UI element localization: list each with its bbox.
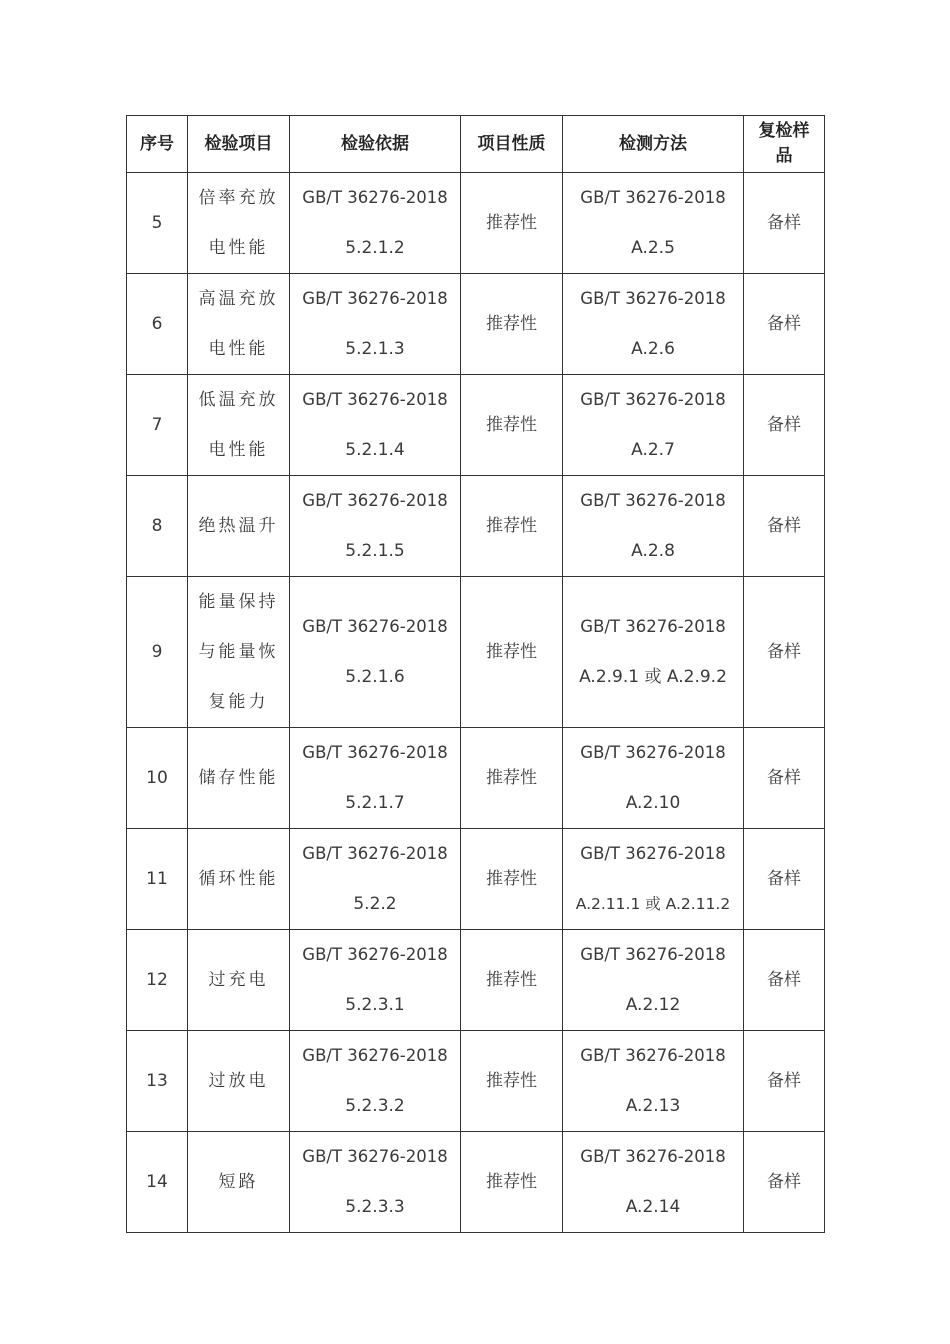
cell-serial: 9 <box>127 577 188 728</box>
cell-item <box>188 728 290 829</box>
basis-clause: 5.2.1.7 <box>345 793 405 813</box>
item-text: 低温充放电性能 <box>198 390 279 460</box>
basis-std: GB/T 36276-2018 <box>302 289 448 308</box>
cell-basis <box>290 375 461 476</box>
inspection-table <box>126 115 825 1233</box>
cell-sample: 备样 <box>744 930 825 1031</box>
cell-nature: 推荐性 <box>461 930 563 1031</box>
cell-basis <box>290 930 461 1031</box>
item-text: 过放电 <box>208 1071 269 1091</box>
basis-std: GB/T 36276-2018 <box>302 617 448 636</box>
cell-item <box>188 829 290 930</box>
basis-clause: 5.2.1.4 <box>345 440 405 460</box>
table-row <box>127 577 825 728</box>
method-std: GB/T 36276-2018 <box>580 844 726 863</box>
cell-item <box>188 930 290 1031</box>
cell-basis <box>290 577 461 728</box>
method-clause: A.2.9.1 或 A.2.9.2 <box>579 667 727 687</box>
cell-method <box>563 476 744 577</box>
cell-sample: 备样 <box>744 1132 825 1233</box>
cell-sample: 备样 <box>744 728 825 829</box>
table-row <box>127 476 825 577</box>
method-clause: A.2.11.1 或 A.2.11.2 <box>575 895 731 913</box>
cell-serial: 8 <box>127 476 188 577</box>
basis-std: GB/T 36276-2018 <box>302 844 448 863</box>
method-clause: A.2.6 <box>631 339 675 359</box>
cell-nature: 推荐性 <box>461 476 563 577</box>
cell-serial: 12 <box>127 930 188 1031</box>
basis-std: GB/T 36276-2018 <box>302 390 448 409</box>
cell-nature: 推荐性 <box>461 1132 563 1233</box>
basis-std: GB/T 36276-2018 <box>302 743 448 762</box>
cell-basis <box>290 1132 461 1233</box>
method-std: GB/T 36276-2018 <box>580 188 726 207</box>
method-clause: A.2.14 <box>625 1197 681 1217</box>
basis-std: GB/T 36276-2018 <box>302 1046 448 1065</box>
cell-method <box>563 728 744 829</box>
cell-sample: 备样 <box>744 375 825 476</box>
header-item: 检验项目 <box>188 116 290 173</box>
header-nature: 项目性质 <box>461 116 563 173</box>
cell-serial: 5 <box>127 173 188 274</box>
method-std: GB/T 36276-2018 <box>580 1147 726 1166</box>
item-text: 倍率充放电性能 <box>198 188 279 258</box>
cell-method <box>563 577 744 728</box>
basis-clause: 5.2.1.3 <box>345 339 405 359</box>
cell-method <box>563 173 744 274</box>
method-std: GB/T 36276-2018 <box>580 390 726 409</box>
cell-nature: 推荐性 <box>461 1031 563 1132</box>
method-clause: A.2.7 <box>631 440 675 460</box>
item-text: 能量保持与能量恢复能力 <box>198 592 279 712</box>
basis-clause: 5.2.3.1 <box>345 995 405 1015</box>
cell-nature: 推荐性 <box>461 829 563 930</box>
method-std: GB/T 36276-2018 <box>580 1046 726 1065</box>
header-sample <box>744 116 825 173</box>
table-row <box>127 1031 825 1132</box>
cell-nature: 推荐性 <box>461 728 563 829</box>
cell-method <box>563 1031 744 1132</box>
cell-sample: 备样 <box>744 476 825 577</box>
cell-serial: 11 <box>127 829 188 930</box>
table-row <box>127 173 825 274</box>
header-basis: 检验依据 <box>290 116 461 173</box>
cell-method <box>563 274 744 375</box>
table-row <box>127 930 825 1031</box>
basis-clause: 5.2.1.6 <box>345 667 405 687</box>
item-text: 高温充放电性能 <box>198 289 279 359</box>
basis-clause: 5.2.1.2 <box>345 238 405 258</box>
cell-item <box>188 274 290 375</box>
method-std: GB/T 36276-2018 <box>580 743 726 762</box>
basis-std: GB/T 36276-2018 <box>302 1147 448 1166</box>
cell-item <box>188 476 290 577</box>
cell-basis <box>290 728 461 829</box>
basis-std: GB/T 36276-2018 <box>302 188 448 207</box>
method-std: GB/T 36276-2018 <box>580 945 726 964</box>
table-row <box>127 728 825 829</box>
item-text: 过充电 <box>208 970 269 990</box>
method-clause: A.2.13 <box>625 1096 681 1116</box>
item-text: 绝热温升 <box>198 516 279 536</box>
header-method: 检测方法 <box>563 116 744 173</box>
basis-clause: 5.2.1.5 <box>345 541 405 561</box>
basis-std: GB/T 36276-2018 <box>302 945 448 964</box>
cell-serial: 7 <box>127 375 188 476</box>
table-row <box>127 829 825 930</box>
header-serial: 序号 <box>127 116 188 173</box>
cell-item <box>188 1132 290 1233</box>
method-clause: A.2.5 <box>631 238 675 258</box>
table-row <box>127 1132 825 1233</box>
cell-method <box>563 1132 744 1233</box>
cell-item <box>188 375 290 476</box>
method-clause: A.2.8 <box>631 541 675 561</box>
cell-basis <box>290 476 461 577</box>
basis-std: GB/T 36276-2018 <box>302 491 448 510</box>
cell-nature: 推荐性 <box>461 577 563 728</box>
method-std: GB/T 36276-2018 <box>580 617 726 636</box>
cell-sample: 备样 <box>744 577 825 728</box>
basis-clause: 5.2.3.3 <box>345 1197 405 1217</box>
cell-basis <box>290 1031 461 1132</box>
table-row <box>127 274 825 375</box>
cell-basis <box>290 274 461 375</box>
basis-clause: 5.2.2 <box>353 894 397 914</box>
method-std: GB/T 36276-2018 <box>580 289 726 308</box>
item-text: 短路 <box>218 1172 259 1192</box>
table-row <box>127 375 825 476</box>
cell-item <box>188 1031 290 1132</box>
method-clause: A.2.12 <box>625 995 681 1015</box>
cell-sample: 备样 <box>744 1031 825 1132</box>
cell-method <box>563 375 744 476</box>
cell-item <box>188 173 290 274</box>
cell-basis <box>290 829 461 930</box>
cell-sample: 备样 <box>744 274 825 375</box>
cell-method <box>563 829 744 930</box>
cell-serial: 14 <box>127 1132 188 1233</box>
cell-serial: 10 <box>127 728 188 829</box>
table-header-row <box>127 116 825 173</box>
cell-method <box>563 930 744 1031</box>
cell-serial: 13 <box>127 1031 188 1132</box>
header-sample-text: 复检样品 <box>758 121 810 166</box>
cell-sample: 备样 <box>744 829 825 930</box>
basis-clause: 5.2.3.2 <box>345 1096 405 1116</box>
cell-sample: 备样 <box>744 173 825 274</box>
cell-basis <box>290 173 461 274</box>
cell-nature: 推荐性 <box>461 274 563 375</box>
cell-nature: 推荐性 <box>461 375 563 476</box>
item-text: 循环性能 <box>198 869 279 889</box>
cell-serial: 6 <box>127 274 188 375</box>
cell-item <box>188 577 290 728</box>
cell-nature: 推荐性 <box>461 173 563 274</box>
method-clause: A.2.10 <box>625 793 681 813</box>
item-text: 储存性能 <box>198 768 279 788</box>
method-std: GB/T 36276-2018 <box>580 491 726 510</box>
